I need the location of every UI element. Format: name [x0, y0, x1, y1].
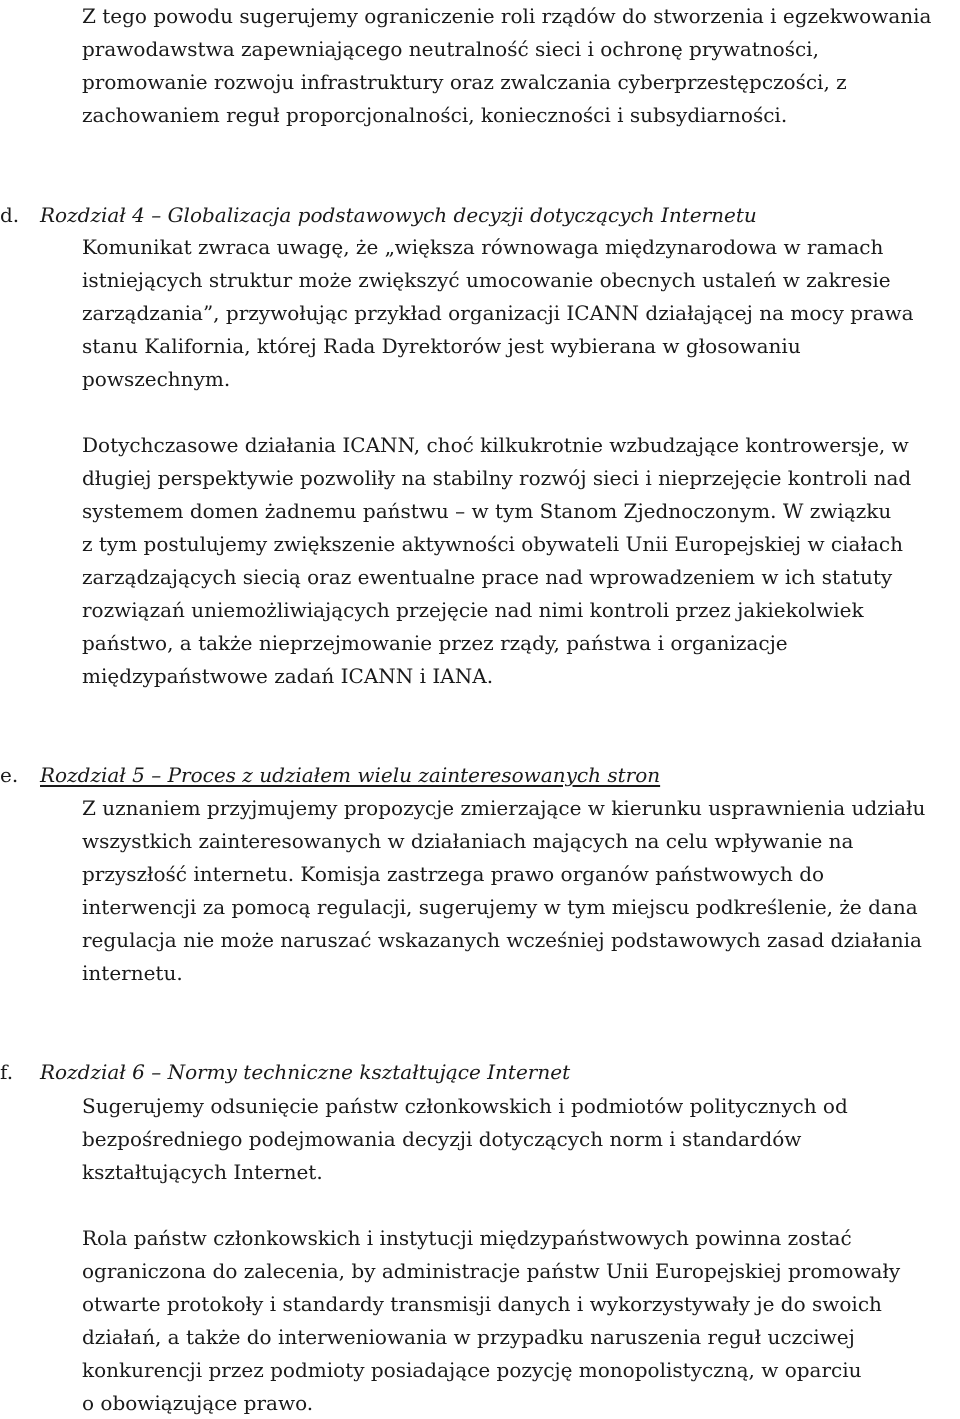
section-heading: Rozdział 5 – Proces z udziałem wielu zainteresowanych stron — [40, 763, 661, 787]
text-line: działań, a także do interweniowania w przypadku naruszenia reguł uczciwej — [82, 1325, 855, 1349]
text-line: otwarte protokoły i standardy transmisji danych i wykorzystywały je do swoich — [82, 1292, 882, 1316]
text-line: Komunikat zwraca uwagę, że „większa równowaga międzynarodowa w ramach — [82, 235, 884, 259]
text-line: zarządzających siecią oraz ewentualne prace nad wprowadzeniem w ich statuty — [82, 565, 893, 589]
section-marker: f. — [0, 1060, 14, 1084]
text-line: systemem domen żadnemu państwu – w tym Stanom Zjednoczonym. W związku — [82, 499, 892, 523]
text-line: prawodawstwa zapewniającego neutralność sieci i ochronę prywatności, — [82, 37, 819, 61]
text-line: internetu. — [82, 961, 183, 985]
text-line: o obowiązujące prawo. — [82, 1391, 314, 1415]
section-marker: d. — [0, 203, 20, 227]
text-line: Z tego powodu sugerujemy ograniczenie roli rządów do stworzenia i egzekwowania — [82, 4, 932, 28]
text-line: długiej perspektywie pozwoliły na stabilny rozwój sieci i nieprzejęcie kontroli nad — [82, 466, 912, 490]
text-line: istniejących struktur może zwiększyć umocowanie obecnych ustaleń w zakresie — [82, 268, 891, 292]
section-marker: e. — [0, 763, 19, 787]
text-line: zarządzania”, przywołując przykład organizacji ICANN działającej na mocy prawa — [82, 301, 914, 325]
text-line: Rola państw członkowskich i instytucji międzypaństwowych powinna zostać — [82, 1226, 852, 1250]
text-line: interwencji za pomocą regulacji, sugerujemy w tym miejscu podkreślenie, że dana — [82, 895, 918, 919]
text-line: wszystkich zainteresowanych w działaniach mających na celu wpływanie na — [82, 829, 854, 853]
text-line: powszechnym. — [82, 367, 231, 391]
text-line: promowanie rozwoju infrastruktury oraz zwalczania cyberprzestępczości, z — [82, 70, 847, 94]
text-line: Dotychczasowe działania ICANN, choć kilkukrotnie wzbudzające kontrowersje, w — [82, 433, 909, 457]
text-line: międzypaństwowe zadań ICANN i IANA. — [82, 664, 494, 688]
text-line: regulacja nie może naruszać wskazanych wcześniej podstawowych zasad działania — [82, 928, 922, 952]
text-line: ograniczona do zalecenia, by administracje państw Unii Europejskiej promowały — [82, 1259, 901, 1283]
text-line: państwo, a także nieprzejmowanie przez rządy, państwa i organizacje — [82, 631, 788, 655]
text-line: Sugerujemy odsunięcie państw członkowskich i podmiotów politycznych od — [82, 1094, 848, 1118]
text-line: Z uznaniem przyjmujemy propozycje zmierzające w kierunku usprawnienia udziału — [82, 796, 926, 820]
text-line: z tym postulujemy zwiększenie aktywności obywateli Unii Europejskiej w ciałach — [82, 532, 903, 556]
section-heading: Rozdział 6 – Normy techniczne kształtujące Internet — [40, 1060, 571, 1084]
section-heading: Rozdział 4 – Globalizacja podstawowych decyzji dotyczących Internetu — [40, 203, 757, 227]
text-line: zachowaniem reguł proporcjonalności, konieczności i subsydiarności. — [82, 103, 788, 127]
text-line: konkurencji przez podmioty posiadające pozycję monopolistyczną, w oparciu — [82, 1358, 862, 1382]
text-line: przyszłość internetu. Komisja zastrzega prawo organów państwowych do — [82, 862, 825, 886]
text-line: kształtujących Internet. — [82, 1160, 323, 1184]
text-line: stanu Kalifornia, której Rada Dyrektorów jest wybierana w głosowaniu — [82, 334, 801, 358]
text-line: rozwiązań uniemożliwiających przejęcie nad nimi kontroli przez jakiekolwiek — [82, 598, 864, 622]
text-line: bezpośredniego podejmowania decyzji dotyczących norm i standardów — [82, 1127, 802, 1151]
